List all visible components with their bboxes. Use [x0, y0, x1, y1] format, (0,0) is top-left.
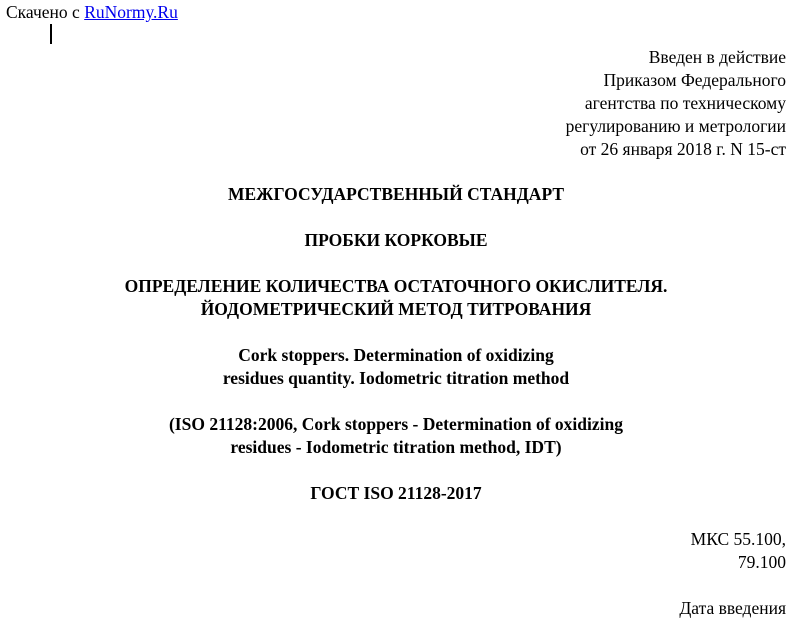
source-line: [6, 2, 178, 22]
title-en: [0, 344, 792, 390]
standard-designation: [0, 482, 792, 505]
source-link[interactable]: RuNormy.Ru: [84, 2, 178, 22]
standard-type: [0, 183, 792, 206]
approval-block: [566, 46, 786, 161]
title-en-line: Cork stoppers. Determination of oxidizing: [238, 345, 554, 365]
title-ru: [0, 275, 792, 321]
iso-reference: [0, 413, 792, 459]
title-ru-line: ЙОДОМЕТРИЧЕСКИЙ МЕТОД ТИТРОВАНИЯ: [200, 299, 592, 319]
classification-codes: [691, 528, 786, 574]
standard-type-text: МЕЖГОСУДАРСТВЕННЫЙ СТАНДАРТ: [227, 184, 565, 204]
iso-reference-line: residues - Iodometric titration method, IDT): [230, 437, 562, 457]
standard-designation-text: ГОСТ ISO 21128-2017: [310, 483, 482, 503]
intro-date-label: Дата введения: [679, 598, 786, 618]
iso-reference-line: (ISO 21128:2006, Cork stoppers - Determination of oxidizing: [168, 414, 624, 434]
text-cursor: [50, 24, 52, 44]
approval-line: агентства по техническому: [584, 93, 786, 113]
title-ru-line: ОПРЕДЕЛЕНИЕ КОЛИЧЕСТВА ОСТАТОЧНОГО ОКИСЛИТЕЛЯ.: [124, 276, 668, 296]
source-prefix: Скачено с: [6, 2, 80, 22]
approval-line: регулированию и метрологии: [565, 116, 786, 136]
approval-line: Приказом Федерального: [603, 70, 786, 90]
approval-line: Введен в действие: [648, 47, 786, 67]
title-en-line: residues quantity. Iodometric titration method: [222, 368, 570, 388]
classification-line: МКС 55.100,: [690, 529, 786, 549]
product-name: [0, 229, 792, 252]
classification-line: 79.100: [737, 552, 786, 572]
approval-line: от 26 января 2018 г. N 15-ст: [580, 139, 786, 159]
product-name-text: ПРОБКИ КОРКОВЫЕ: [304, 230, 488, 250]
